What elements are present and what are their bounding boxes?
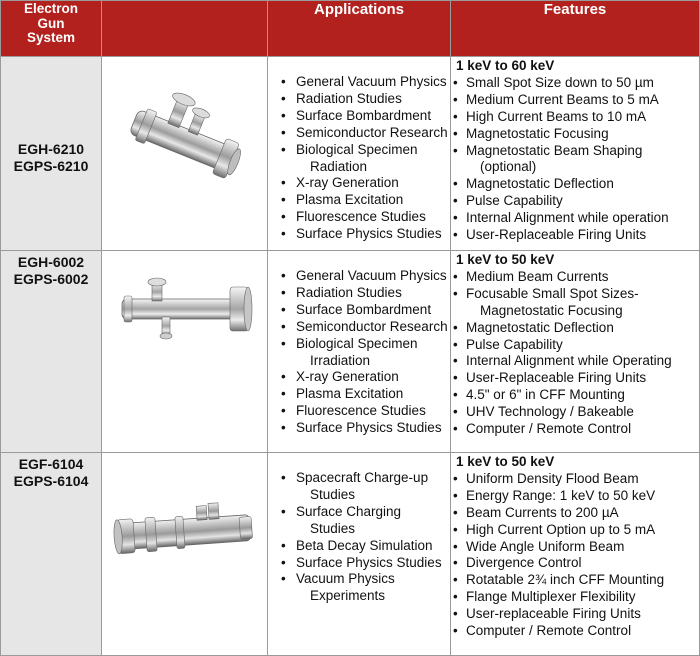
header-row xyxy=(1,1,700,57)
list-item: • Vacuum Physics Experiments xyxy=(268,571,450,605)
list-item: • Internal Alignment while operation xyxy=(451,210,699,227)
applications-list xyxy=(268,470,450,605)
features-cell xyxy=(451,453,700,656)
applications-cell xyxy=(268,57,451,251)
applications-list xyxy=(268,268,450,437)
table-row xyxy=(1,251,700,453)
header-image-column xyxy=(102,1,268,57)
list-item: • General Vacuum Physics xyxy=(268,268,450,285)
list-item: • Pulse Capability xyxy=(451,193,699,210)
list-item: • High Current Option up to 5 mA xyxy=(451,522,699,539)
list-item: • Focusable Small Spot Sizes- Magnetostatic Focusing xyxy=(451,286,699,320)
list-item: • Medium Current Beams to 5 mA xyxy=(451,92,699,109)
list-item: • Surface Bombardment xyxy=(268,108,450,125)
list-item: • Fluorescence Studies xyxy=(268,209,450,226)
list-item: • Divergence Control xyxy=(451,555,699,572)
electron-gun-egf-6104-image xyxy=(112,493,262,573)
list-item: • Magnetostatic Beam Shaping (optional) xyxy=(451,143,699,177)
list-item: • General Vacuum Physics xyxy=(268,74,450,91)
list-item: • Beta Decay Simulation xyxy=(268,538,450,555)
power-supply-model: EGPS-6104 xyxy=(13,473,89,489)
list-item: • Biological Specimen Radiation xyxy=(268,142,450,176)
list-item: • High Current Beams to 10 mA xyxy=(451,109,699,126)
list-item: • 4.5" or 6" in CFF Mounting xyxy=(451,387,699,404)
header-applications: Applications xyxy=(268,1,451,57)
table-row xyxy=(1,57,700,251)
system-model-cell xyxy=(1,57,102,251)
list-item: • Spacecraft Charge-up Studies xyxy=(268,470,450,504)
energy-range: 1 keV to 60 keV xyxy=(456,58,555,73)
features-cell xyxy=(451,57,700,251)
list-item: • X-ray Generation xyxy=(268,369,450,386)
list-item: • Magnetostatic Deflection xyxy=(451,320,699,337)
list-item: • Energy Range: 1 keV to 50 keV xyxy=(451,488,699,505)
list-item: • Plasma Excitation xyxy=(268,192,450,209)
list-item: • Surface Physics Studies xyxy=(268,555,450,572)
list-item: • Medium Beam Currents xyxy=(451,269,699,286)
list-item: • Wide Angle Uniform Beam xyxy=(451,539,699,556)
features-list xyxy=(451,269,699,438)
list-item: • Magnetostatic Deflection xyxy=(451,176,699,193)
list-item: • Beam Currents to 200 µA xyxy=(451,505,699,522)
list-item: • Rotatable 2¾ inch CFF Mounting xyxy=(451,572,699,589)
model-name: EGF-6104 xyxy=(18,456,84,472)
system-model-cell xyxy=(1,251,102,453)
list-item: • Fluorescence Studies xyxy=(268,403,450,420)
model-name: EGH-6002 xyxy=(17,254,85,270)
product-image-cell xyxy=(102,251,268,453)
power-supply-model: EGPS-6002 xyxy=(13,271,89,287)
list-item: • UHV Technology / Bakeable xyxy=(451,404,699,421)
list-item: • Magnetostatic Focusing xyxy=(451,126,699,143)
header-electron-gun-system: Electron Gun System xyxy=(1,1,102,57)
electron-gun-egh-6002-image xyxy=(112,271,262,351)
list-item: • Semiconductor Research xyxy=(268,125,450,142)
model-name: EGH-6210 xyxy=(17,140,85,157)
applications-cell xyxy=(268,251,451,453)
list-item: • Pulse Capability xyxy=(451,337,699,354)
power-supply-model: EGPS-6210 xyxy=(13,157,89,174)
features-list xyxy=(451,75,699,244)
list-item: • Small Spot Size down to 50 µm xyxy=(451,75,699,92)
electron-gun-egh-6210-image xyxy=(110,87,260,197)
list-item: • Radiation Studies xyxy=(268,285,450,302)
list-item: • Surface Bombardment xyxy=(268,302,450,319)
features-list xyxy=(451,471,699,640)
list-item: • Surface Physics Studies xyxy=(268,226,450,243)
features-cell xyxy=(451,251,700,453)
product-image-cell xyxy=(102,453,268,656)
energy-range: 1 keV to 50 keV xyxy=(456,252,555,267)
list-item: • Internal Alignment while Operating xyxy=(451,353,699,370)
list-item: • Plasma Excitation xyxy=(268,386,450,403)
applications-cell xyxy=(268,453,451,656)
header-features: Features xyxy=(451,1,700,57)
list-item: • Computer / Remote Control xyxy=(451,421,699,438)
list-item: • User-Replaceable Firing Units xyxy=(451,227,699,244)
list-item: • Semiconductor Research xyxy=(268,319,450,336)
system-model-cell xyxy=(1,453,102,656)
list-item: • User-replaceable Firing Units xyxy=(451,606,699,623)
list-item: • Radiation Studies xyxy=(268,91,450,108)
list-item: • Biological Specimen Irradiation xyxy=(268,336,450,370)
list-item: • Flange Multiplexer Flexibility xyxy=(451,589,699,606)
applications-list xyxy=(268,74,450,243)
table-row xyxy=(1,453,700,656)
list-item: • Uniform Density Flood Beam xyxy=(451,471,699,488)
energy-range: 1 keV to 50 keV xyxy=(456,454,555,469)
list-item: • Surface Charging Studies xyxy=(268,504,450,538)
list-item: • User-Replaceable Firing Units xyxy=(451,370,699,387)
product-image-cell xyxy=(102,57,268,251)
list-item: • Surface Physics Studies xyxy=(268,420,450,437)
list-item: • X-ray Generation xyxy=(268,175,450,192)
list-item: • Computer / Remote Control xyxy=(451,623,699,640)
